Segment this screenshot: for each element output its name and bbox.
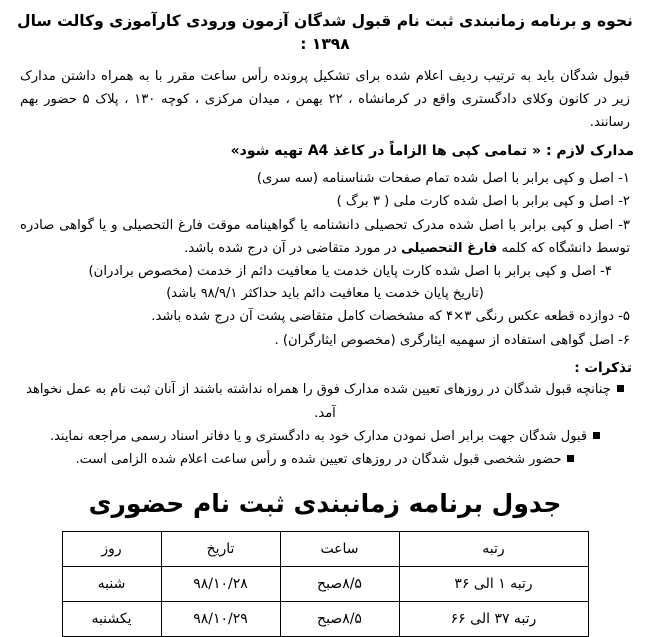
list-item-text: ۶- اصل گواهی استفاده از سهمیه ایثارگری (مخصوص ایثارگران) . bbox=[274, 332, 630, 348]
list-item-subnote: (تاریخ پایان خدمت یا معافیت دائم باید حداکثر ۹۸/۹/۱ باشد) bbox=[166, 286, 484, 302]
square-bullet-icon bbox=[567, 455, 574, 462]
list-item-emphasis: فارغ التحصیلی bbox=[401, 240, 498, 256]
list-item-text: ۵- دوازده قطعه عکس رنگی ۳×۴ که مشخصات کامل متقاضی پشت آن درج شده باشد. bbox=[151, 308, 630, 324]
schedule-table-title: جدول برنامه زمانبندی ثبت نام حضوری bbox=[88, 488, 562, 518]
list-item bbox=[20, 425, 630, 448]
column-header-rank: رتبه bbox=[399, 531, 588, 566]
square-bullet-icon bbox=[617, 385, 624, 392]
list-item bbox=[20, 306, 630, 329]
table-row bbox=[62, 601, 588, 636]
cell-date: ۹۸/۱۰/۲۹ bbox=[161, 601, 280, 636]
schedule-table bbox=[62, 531, 589, 637]
note-text: چنانچه قبول شدگان در روزهای تعیین شده مدارک فوق را همراه نداشته باشند از آنان ثبت نام به عمل نخواهد آمد. bbox=[26, 382, 611, 421]
table-row bbox=[62, 566, 588, 601]
list-item-text: ۳- اصل و کپی برابر با اصل شده مدرک تحصیلی دانشنامه یا گواهینامه موقت فارغ التحصیلی و یا گواهی صادره توسط دانشگاه که کلمه bbox=[20, 217, 630, 256]
list-item bbox=[20, 215, 630, 260]
list-item bbox=[20, 191, 630, 214]
list-item-text-cont: در مورد متقاضی در آن درج شده باشد. bbox=[184, 240, 402, 256]
table-header bbox=[62, 531, 588, 566]
column-header-day: روز bbox=[62, 531, 161, 566]
square-bullet-icon bbox=[593, 432, 600, 439]
table-body bbox=[62, 566, 588, 636]
notes-list bbox=[14, 378, 636, 472]
column-header-date: تاریخ bbox=[161, 531, 280, 566]
notes-heading: تذکرات : bbox=[574, 360, 632, 377]
column-header-time: ساعت bbox=[280, 531, 399, 566]
cell-day: یکشنبه bbox=[62, 601, 161, 636]
cell-day: شنبه bbox=[62, 566, 161, 601]
cell-date: ۹۸/۱۰/۲۸ bbox=[161, 566, 280, 601]
list-item bbox=[20, 330, 630, 353]
documents-required-heading: مدارک لازم : « تمامی کپی ها الزاماً در کاغذ A4 تهیه شود» bbox=[230, 142, 634, 159]
cell-time: ۸/۵صبح bbox=[280, 601, 399, 636]
cell-rank: رتبه ۳۷ الی ۶۶ bbox=[399, 601, 588, 636]
list-item-text: ۴- اصل و کپی برابر با اصل شده کارت پایان خدمت یا معافیت دائم از خدمت (مخصوص برادران) bbox=[88, 264, 612, 280]
cell-rank: رتبه ۱ الی ۳۶ bbox=[399, 566, 588, 601]
list-item bbox=[20, 448, 630, 471]
list-item-text: ۲- اصل و کپی برابر با اصل شده کارت ملی ( ۳ برگ ) bbox=[336, 194, 630, 210]
note-text: قبول شدگان جهت برابر اصل نمودن مدارک خود به دادگستری و یا دفاتر اسناد رسمی مراجعه نمایند. bbox=[49, 429, 588, 445]
list-item bbox=[20, 168, 630, 191]
note-text: حضور شخصی قبول شدگان در روزهای تعیین شده و رأس ساعت اعلام شده الزامی است. bbox=[75, 452, 562, 468]
table-row bbox=[62, 531, 588, 566]
list-item-text: ۱- اصل و کپی برابر با اصل شده تمام صفحات شناسنامه (سه سری) bbox=[256, 170, 630, 186]
intro-paragraph: قبول شدگان باید به ترتیب ردیف اعلام شده برای تشکیل پرونده رأس ساعت مقرر با به همراه داشتن مدارک زیر در کانون وکلای دادگستری واقع در کرمانشاه ، ۲۲ بهمن ، میدان مرکزی ، کوچه ۱۳۰ ، پلاک ۵ حضور بهم رسانند. bbox=[20, 68, 630, 130]
documents-required-list bbox=[14, 168, 636, 353]
page-title: نحوه و برنامه زمانبندی ثبت نام قبول شدگان آزمون ورودی کارآموزی وکالت سال ۱۳۹۸ : bbox=[17, 12, 633, 54]
list-item bbox=[20, 378, 630, 425]
list-item bbox=[20, 261, 630, 305]
cell-time: ۸/۵صبح bbox=[280, 566, 399, 601]
